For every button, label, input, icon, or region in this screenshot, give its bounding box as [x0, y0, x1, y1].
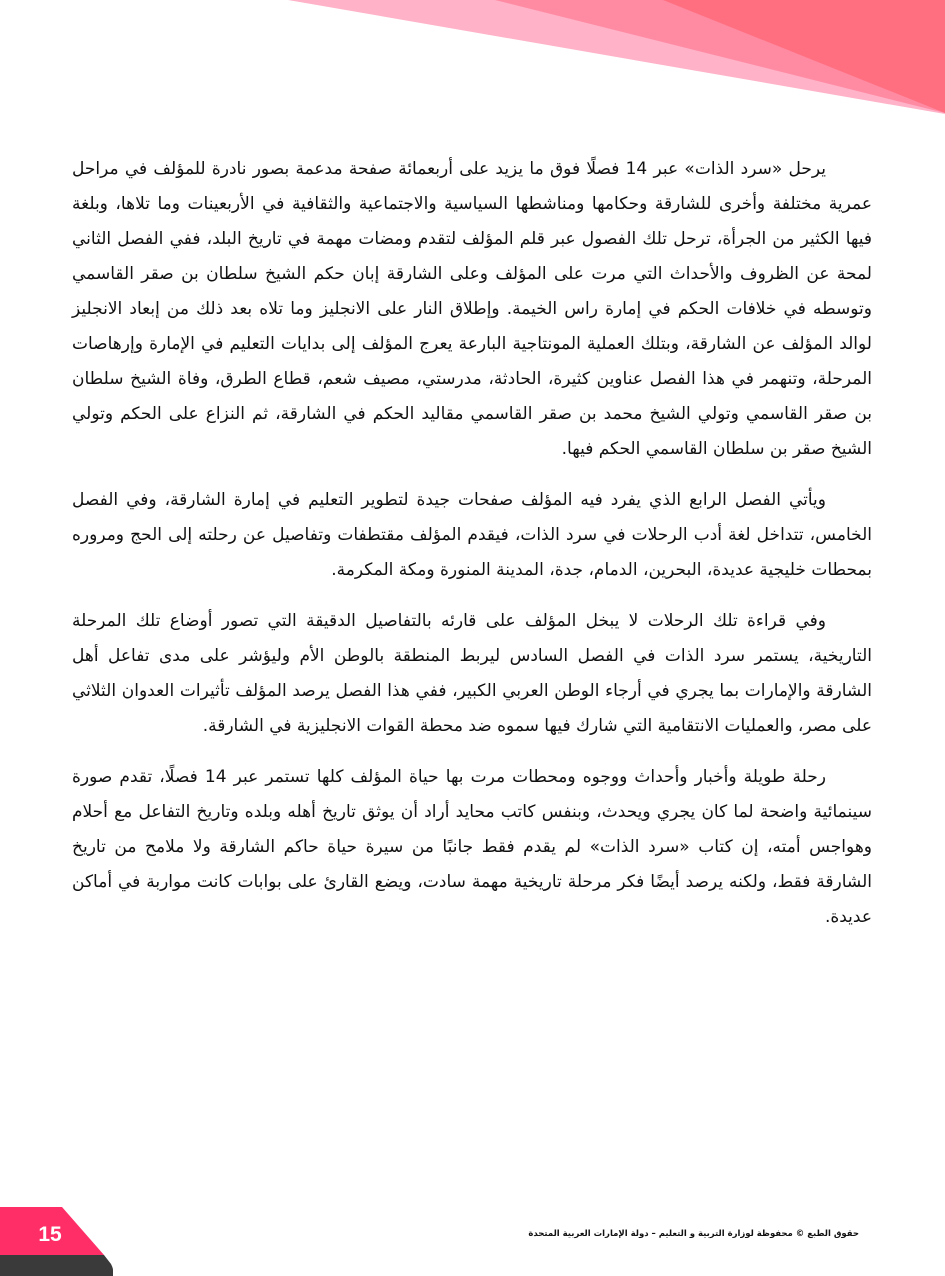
header-decorative-triangles — [0, 0, 945, 120]
page-tab-dark-bar — [0, 1255, 113, 1276]
paragraph-1: يرحل «سرد الذات» عبر 14 فصلًا فوق ما يزيد على أربعمائة صفحة مدعمة بصور نادرة للمؤلف في مراحل عمرية مختلفة وأخرى للشارقة وحكامها ومناشطها السياسية والاجتماعية والثقافية في الأربعينات وما تلاها، وبلغة فيها الكثير من الجرأة، ترحل تلك الفصول عبر قلم المؤلف لتقدم ومضات مهمة في تاريخ البلد، ففي الفصل الثاني لمحة عن الظروف والأحداث التي مرت على المؤلف وعلى الشارقة إبان حكم الشيخ سلطان بن صقر القاسمي وتوسطه في خلافات الحكم في إمارة راس الخيمة. وإطلاق النار على الانجليز وما تلاه بعد ذلك من إبعاد الانجليز لوالد المؤلف عن الشارقة، وبتلك العملية المونتاجية البارعة يعرج المؤلف إلى بدايات التعليم في الإمارة وإرهاصات المرحلة، وتنهمر في هذا الفصل عناوين كثيرة، الحادثة، مدرستي، مصيف شعم، قطاع الطرق، وفاة الشيخ سلطان بن صقر القاسمي وتولي الشيخ محمد بن صقر القاسمي مقاليد الحكم في الشارقة، ثم النزاع على الحكم وتولي الشيخ صقر بن سلطان القاسمي الحكم فيها. — [72, 159, 872, 459]
article-body — [72, 152, 872, 951]
paragraph-4: رحلة طويلة وأخبار وأحداث ووجوه ومحطات مرت بها حياة المؤلف كلها تستمر عبر 14 فصلًا، تقدم صورة سينمائية واضحة لما كان يجري ويحدث، وبنفس كاتب محايد أراد أن يوثق تاريخ أهله وبلده وتاريخ التفاعل مع أحلام وهواجس أمته، إن كتاب «سرد الذات» لم يقدم فقط جانبًا من سيرة حياة حاكم الشارقة ولا ملامح من تاريخ الشارقة فقط، ولكنه يرصد أيضًا فكر مرحلة تاريخية مهمة سادت، ويضع القارئ على بوابات كانت مواربة في أماكن عديدة. — [72, 767, 872, 927]
paragraph-2: ويأتي الفصل الرابع الذي يفرد فيه المؤلف صفحات جيدة لتطوير التعليم في إمارة الشارقة، وفي الفصل الخامس، تتداخل لغة أدب الرحلات في سرد الذات، فيقدم المؤلف مقتطفات وتفاصيل عن رحلته إلى الحج ومروره بمحطات خليجية عديدة، البحرين، الدمام، جدة، المدينة المنورة ومكة المكرمة. — [72, 490, 872, 580]
copyright-notice: حقوق الطبع © محفوظة لوزارة التربية و التعليم – دولة الإمارات العربية المتحدة — [528, 1229, 859, 1239]
paragraph-3: وفي قراءة تلك الرحلات لا يبخل المؤلف على قارئه بالتفاصيل الدقيقة التي تصور أوضاع تلك المرحلة التاريخية، يستمر سرد الذات في الفصل السادس ليربط المنطقة بالوطن الأم وليؤشر على مدى تفاعل أهل الشارقة والإمارات بما يجري في أرجاء الوطن العربي الكبير، ففي هذا الفصل يرصد المؤلف تأثيرات العدوان الثلاثي على مصر، والعمليات الانتقامية التي شارك فيها سموه ضد محطة القوات الانجليزية في الشارقة. — [72, 611, 872, 736]
page-number: 15 — [38, 1223, 62, 1246]
